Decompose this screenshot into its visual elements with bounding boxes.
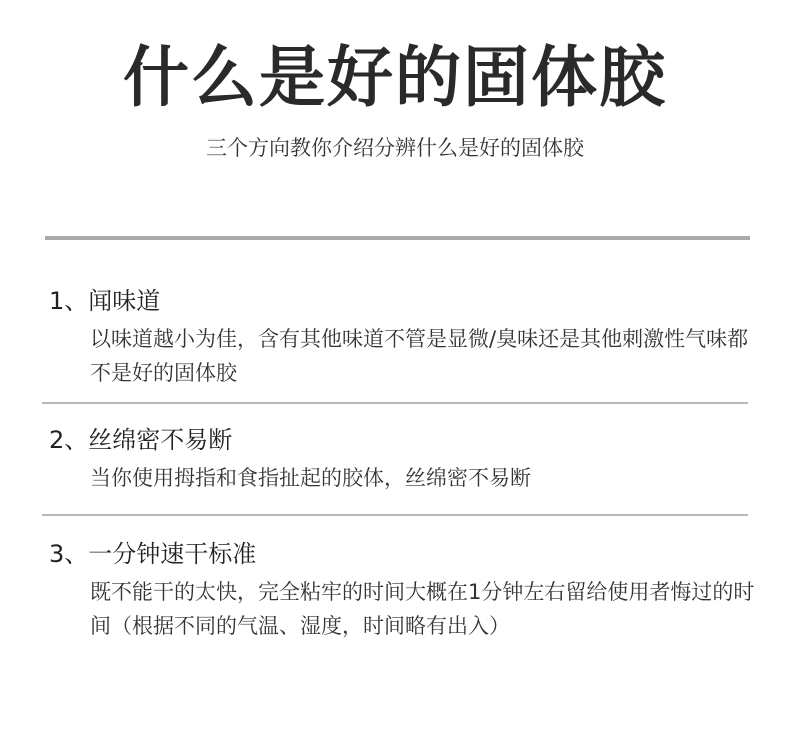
header-divider: [45, 236, 750, 240]
page-title: 什么是好的固体胶: [123, 39, 667, 116]
section-heading: 3、一分钟速干标准: [49, 540, 257, 568]
section-divider: [42, 402, 748, 404]
section-heading: 2、丝绵密不易断: [49, 426, 233, 454]
section-body: 当你使用拇指和食指扯起的胶体，丝绵密不易断: [90, 466, 531, 490]
section-body: 以味道越小为佳，含有其他味道不管是显微/臭味还是其他刺激性气味都不是好的固体胶: [90, 327, 749, 385]
section-heading: 1、闻味道: [49, 287, 161, 315]
page-subtitle: 三个方向教你介绍分辨什么是好的固体胶: [206, 136, 584, 160]
section-body: 既不能干的太快，完全粘牢的时间大概在1分钟左右留给使用者悔过的时间（根据不同的气温、湿度，时间略有出入）: [90, 580, 755, 638]
section-divider: [42, 514, 748, 516]
